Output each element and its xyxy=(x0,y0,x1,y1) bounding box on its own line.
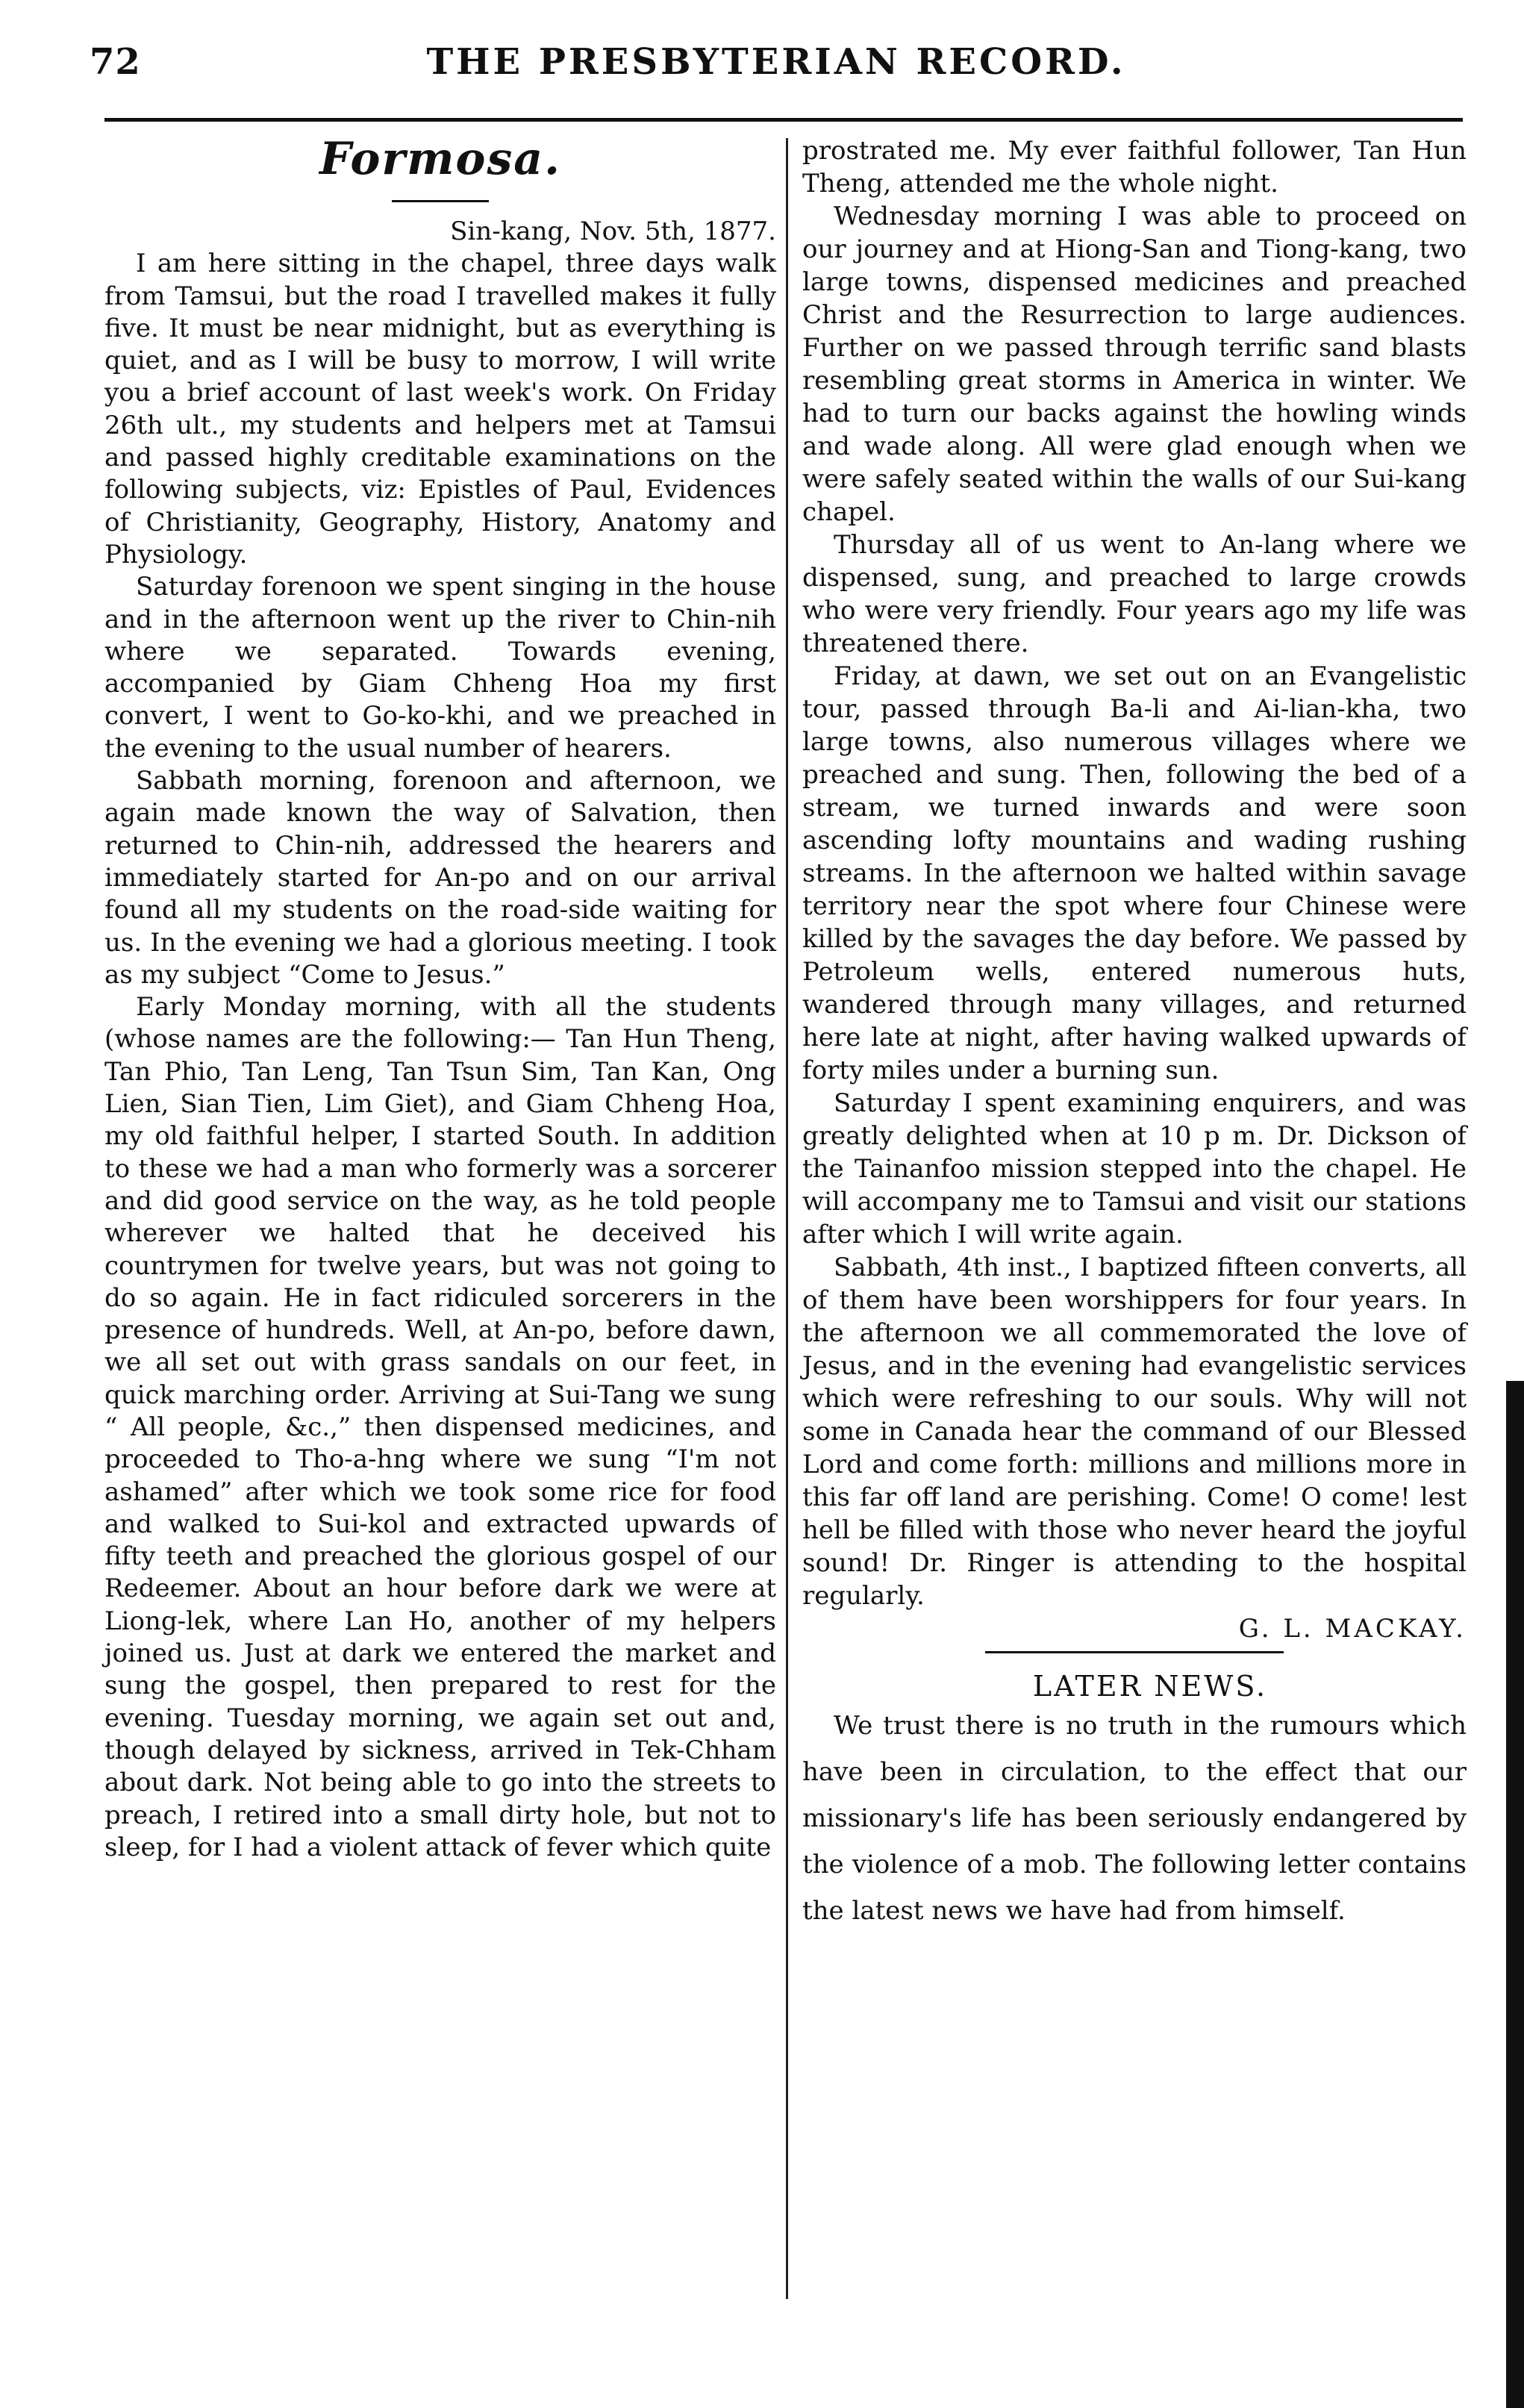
header-rule xyxy=(104,118,1463,122)
article-paragraph: Saturday forenoon we spent singing in the house and in the afternoon went up the river to Chin-nih where we separated. Towards evening, accompanied by Giam Chheng Hoa my first convert, I went to Go-ko-khi, and we preached in the evening to the usual number of hearers. xyxy=(104,572,776,764)
column-divider xyxy=(786,138,788,2299)
article-paragraph: Thursday all of us went to An-lang where we dispensed, sung, and preached to large crowds who were very friendly. Four years ago my life was threatened there. xyxy=(802,530,1467,658)
article-paragraph: Sabbath, 4th inst., I baptized fifteen converts, all of them have been worshippers for four years. In the afternoon we all commemorated the love of Jesus, and in the evening had evangelistic services which were refreshing to our souls. Why will not some in Canada hear the command of our Blessed Lord and come forth: millions and millions more in this far off land are perishing. Come! O come! lest hell be filled with those who never heard the joyful sound! Dr. Ringer is attending to the hospital regularly. xyxy=(802,1253,1467,1611)
journal-title: THE PRESBYTERIAN RECORD. xyxy=(426,41,1126,83)
article-paragraph: prostrated me. My ever faithful follower, Tan Hun Theng, attended me the whole night. xyxy=(802,136,1467,199)
later-news-heading: LATER NEWS. xyxy=(1032,1670,1268,1703)
article-paragraph: Saturday I spent examining enquirers, and was greatly delighted when at 10 p m. Dr. Dickson of the Tainanfoo mission stepped into the chapel. He will accompany me to Tamsui and visit our stations after which I will write again. xyxy=(802,1088,1467,1250)
page-number: 72 xyxy=(90,41,141,83)
page-header xyxy=(90,41,1463,93)
section-rule xyxy=(985,1651,1284,1653)
dateline: Sin-kang, Nov. 5th, 1877. xyxy=(450,216,776,246)
signature: G. L. MACKAY. xyxy=(1238,1614,1467,1644)
heading-rule xyxy=(392,200,489,202)
article-paragraph: Early Monday morning, with all the students (whose names are the following:— Tan Hun Theng, Tan Phio, Tan Leng, Tan Tsun Sim, Tan Kan, Ong Lien, Sian Tien, Lim Giet), and Giam Chheng Hoa, my old faithful helper, I started South. In addition to these we had a man who formerly was a sorcerer and did good service on the way, as he told people wherever we halted that he deceived his countrymen for twelve years, but was not going to do so again. He in fact ridiculed sorcerers in the presence of hundreds. Well, at An-po, before dawn, we all set out with grass sandals on our feet, in quick marching order. Arriving at Sui-Tang we sung “ All people, &c.,” then dispensed medicines, and proceeded to Tho-a-hng where we sung “I'm not ashamed” after which we took some rice for food and walked to Sui-kol and extracted upwards of fifty teeth and preached the glorious gospel of our Redeemer. About an hour before dark we were at Liong-lek, where Lan Ho, another of my helpers joined us. Just at dark we entered the market and sung the gospel, then prepared to rest for the evening. Tuesday morning, we again set out and, though delayed by sickness, arrived in Tek-Chham about dark. Not being able to go into the streets to preach, I retired into a small dirty hole, but not to sleep, for I had a violent attack of fever which quite xyxy=(104,992,776,1862)
article-paragraph: I am here sitting in the chapel, three days walk from Tamsui, but the road I travelled makes it fully five. It must be near midnight, but as everything is quiet, and as I will be busy to morrow, I will write you a brief account of last week's work. On Friday 26th ult., my students and helpers met at Tamsui and passed highly creditable examinations on the following subjects, viz: Epistles of Paul, Evidences of Christianity, Geography, History, Anatomy and Physiology. xyxy=(104,249,776,570)
article-paragraph: Friday, at dawn, we set out on an Evangelistic tour, passed through Ba-li and Ai-lian-kha, two large towns, also numerous villages where we preached and sung. Then, following the bed of a stream, we turned inwards and were soon ascending lofty mountains and wading rushing streams. In the afternoon we halted within savage territory near the spot where four Chinese were killed by the savages the day before. We passed by Petroleum wells, entered numerous huts, wandered through many villages, and returned here late at night, after having walked upwards of forty miles under a burning sun. xyxy=(802,661,1467,1085)
article-heading: Formosa. xyxy=(319,133,561,185)
scan-edge-shadow xyxy=(1506,1381,1524,2408)
left-column xyxy=(104,133,776,1864)
article-paragraph: Sabbath morning, forenoon and afternoon, we again made known the way of Salvation, then returned to Chin-nih, addressed the hearers and immediately started for An-po and on our arrival found all my students on the road-side waiting for us. In the evening we had a glorious meeting. I took as my subject “Come to Jesus.” xyxy=(104,766,776,990)
article-paragraph: Wednesday morning I was able to proceed on our journey and at Hiong-San and Tiong-kang, two large towns, dispensed medicines and preached Christ and the Resurrection to large audiences. Further on we passed through terrific sand blasts resembling great storms in America in winter. We had to turn our backs against the howling winds and wade along. All were glad enough when we were safely seated within the walls of our Sui-kang chapel. xyxy=(802,202,1467,527)
later-news-paragraph: We trust there is no truth in the rumours which have been in circulation, to the effect that our missionary's life has been seriously endangered by the violence of a mob. The following letter contains the latest news we have had from himself. xyxy=(802,1711,1467,1926)
right-column xyxy=(802,134,1467,1934)
